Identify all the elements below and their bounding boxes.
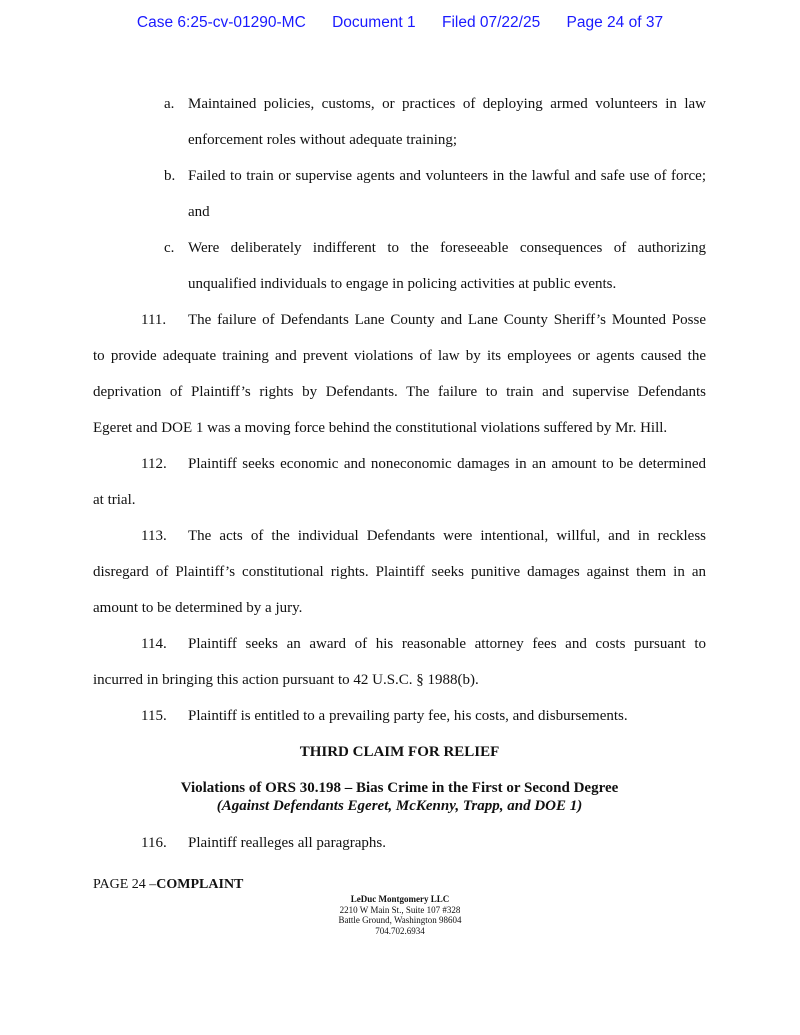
paragraph-number: 116. — [141, 835, 167, 851]
footer-page-label: PAGE 24 – — [93, 877, 157, 892]
firm-phone: 704.702.6934 — [375, 925, 425, 936]
firm-address-line1: 2210 W Main St., Suite 107 #328 — [339, 904, 461, 915]
paragraph-line: amount to be determined by a jury. — [93, 600, 303, 616]
list-item-line: and — [188, 204, 210, 220]
list-item-line: unqualified individuals to engage in policing activities at public events. — [188, 276, 617, 292]
paragraph-line: at trial. — [93, 492, 136, 508]
firm-block — [0, 894, 800, 936]
paragraph-line: The acts of the individual Defendants were intentional, willful, and in reckless — [188, 528, 706, 544]
paragraph-line: deprivation of Plaintiff’s rights by Defendants. The failure to train and supervise Defendants — [93, 384, 706, 400]
case-header — [0, 14, 800, 32]
paragraph-line: The failure of Defendants Lane County and Lane County Sheriff’s Mounted Posse — [188, 312, 706, 328]
firm-name: LeDuc Montgomery LLC — [350, 894, 450, 904]
paragraph-line: disregard of Plaintiff’s constitutional rights. Plaintiff seeks punitive damages against them in an — [93, 564, 706, 580]
claim-subtitle: Violations of ORS 30.198 – Bias Crime in the First or Second Degree — [180, 780, 619, 796]
filed-date: Filed 07/22/25 — [441, 14, 541, 31]
footer-doc-title: COMPLAINT — [156, 877, 244, 892]
page-footer — [93, 877, 243, 893]
paragraph-line: Egeret and DOE 1 was a moving force behind the constitutional violations suffered by Mr. Hill. — [93, 420, 668, 436]
case-number: Case 6:25-cv-01290-MC — [136, 14, 306, 31]
paragraph-number: 115. — [141, 708, 167, 724]
paragraph-line: to provide adequate training and prevent violations of law by its employees or agents caused the — [93, 348, 706, 364]
list-item-line: Were deliberately indifferent to the foreseeable consequences of authorizing — [188, 240, 706, 256]
paragraph-line: incurred in bringing this action pursuant to 42 U.S.C. § 1988(b). — [93, 672, 479, 688]
list-item-letter: b. — [164, 168, 176, 184]
paragraph-line: Plaintiff seeks an award of his reasonable attorney fees and costs pursuant to — [188, 636, 706, 652]
document-number: Document 1 — [332, 14, 416, 31]
paragraph-line: Plaintiff is entitled to a prevailing party fee, his costs, and disbursements. — [188, 708, 628, 724]
firm-address-line2: Battle Ground, Washington 98604 — [338, 915, 462, 925]
paragraph-number: 113. — [141, 528, 167, 544]
list-item-line: enforcement roles without adequate training; — [188, 132, 458, 148]
paragraph-line: Plaintiff seeks economic and noneconomic damages in an amount to be determined — [188, 456, 706, 472]
paragraph-line: Plaintiff realleges all paragraphs. — [188, 835, 386, 851]
list-item-letter: c. — [164, 240, 175, 256]
page-indicator: Page 24 of 37 — [566, 14, 664, 31]
paragraph-number: 112. — [141, 456, 167, 472]
list-item-line: Failed to train or supervise agents and volunteers in the lawful and safe use of force; — [188, 168, 706, 184]
claim-title: THIRD CLAIM FOR RELIEF — [299, 744, 500, 760]
list-item-line: Maintained policies, customs, or practices of deploying armed volunteers in law — [188, 96, 706, 112]
claim-defendants: (Against Defendants Egeret, McKenny, Trapp, and DOE 1) — [216, 798, 583, 814]
list-item-letter: a. — [164, 96, 175, 112]
paragraph-number: 111. — [141, 312, 167, 328]
paragraph-number: 114. — [141, 636, 167, 652]
